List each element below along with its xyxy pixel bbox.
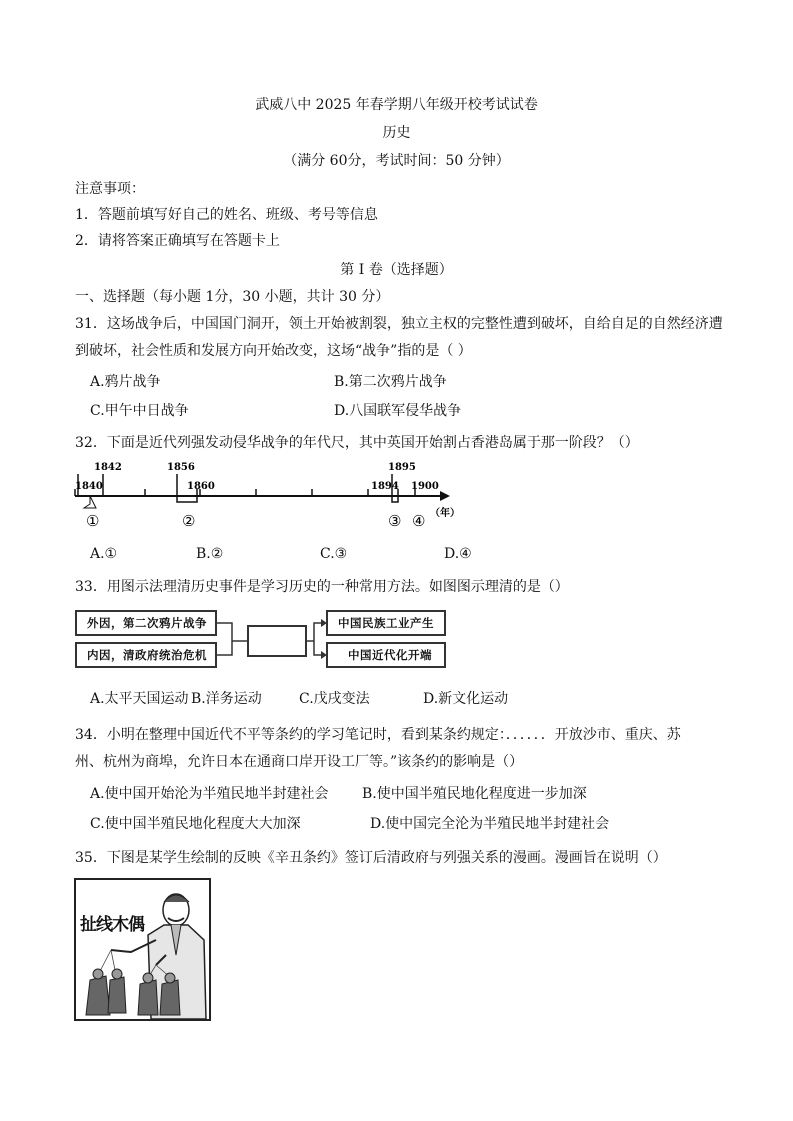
q33-stem: 33．用图示法理清历史事件是学习历史的一种常用方法。如图图示理清的是（）	[75, 579, 569, 595]
q33-option-d[interactable]: D.新文化运动	[423, 691, 509, 707]
marker-1: ①	[86, 512, 100, 530]
q34-stem-line2: 州、杭州为商埠，允许日本在通商口岸开设工厂等。”该条约的影响是（）	[75, 754, 524, 770]
q34-option-b[interactable]: B.使中国半殖民地化程度进一步加深	[362, 786, 587, 802]
q31-option-a[interactable]: A.鸦片战争	[90, 374, 161, 390]
q31-stem-line2: 到破坏，社会性质和发展方向开始改变，这场“战争”指的是（ ）	[75, 343, 472, 359]
timeline-arrow	[440, 491, 450, 501]
q31-stem-line1: 31．这场战争后，中国国门洞开，领土开始被割裂，独立主权的完整性遭到破坏，自给自足的自然经济遭	[75, 316, 723, 332]
year-1860: 1860	[187, 481, 215, 492]
timeline-ticks	[75, 489, 415, 496]
q34-stem-line1: 34．小明在整理中国近代不平等条约的学习笔记时，看到某条约规定：．．．．．．开放沙市、重庆、苏	[75, 727, 681, 743]
section-heading: 一、选择题（每小题 1分，30 小题，共计 30 分）	[75, 289, 390, 305]
year-1840: 1840	[75, 481, 103, 492]
diagram-result-industry: 中国民族工业产生	[326, 610, 446, 636]
q32-option-b[interactable]: B.②	[196, 546, 224, 562]
year-1894: 1894	[371, 481, 399, 492]
q33-option-b[interactable]: B.洋务运动	[191, 691, 262, 707]
q34-option-c[interactable]: C.使中国半殖民地化程度大大加深	[90, 816, 301, 832]
q34-option-d[interactable]: D.使中国完全沦为半殖民地半封建社会	[370, 816, 610, 832]
score-time-info: （满分 60分，考试时间：50 分钟）	[283, 153, 510, 169]
q33-option-a[interactable]: A.太平天国运动	[90, 691, 189, 707]
diagram-internal-cause: 内因，清政府统治危机	[75, 642, 217, 668]
puppeteer-drawing	[76, 880, 209, 1019]
cartoon-caption: 扯线木偶	[80, 915, 144, 935]
subject-title: 历史	[382, 125, 411, 141]
part1-title: 第 I 卷（选择题）	[340, 262, 453, 278]
q32-option-a[interactable]: A.①	[90, 546, 118, 562]
q31-option-d[interactable]: D.八国联军侵华战争	[334, 403, 462, 419]
q34-option-a[interactable]: A.使中国开始沦为半殖民地半封建社会	[90, 786, 329, 802]
bracket-1-stem	[84, 496, 96, 508]
puppet-cartoon	[74, 878, 211, 1021]
q32-stem: 32．下面是近代列强发动侵华战争的年代尺，其中英国开始割占香港岛属于那一阶段？（）	[75, 435, 639, 451]
marker-2: ②	[182, 512, 196, 530]
year-1900: 1900	[411, 481, 439, 492]
q35-stem: 35．下图是某学生绘制的反映《辛丑条约》签订后清政府与列强关系的漫画。漫画旨在说明（）	[75, 850, 667, 866]
timeline-unit: （年）	[430, 508, 460, 519]
q32-timeline	[70, 456, 470, 538]
marker-3: ③	[388, 512, 402, 530]
marker-4: ④	[412, 512, 426, 530]
diagram-result-modernization: 中国近代化开端	[326, 642, 446, 668]
q31-option-b[interactable]: B.第二次鸦片战争	[334, 374, 447, 390]
year-1895: 1895	[388, 462, 416, 473]
q31-option-c[interactable]: C.甲午中日战争	[90, 403, 189, 419]
diagram-connectors	[217, 615, 329, 665]
notes-heading: 注意事项：	[75, 181, 145, 197]
exam-title: 武威八中 2025 年春学期八年级开校考试试卷	[255, 97, 538, 113]
year-1842: 1842	[94, 462, 122, 473]
q33-option-c[interactable]: C.戊戌变法	[299, 691, 370, 707]
note-item-1: 1．答题前填写好自己的姓名、班级、考号等信息	[75, 207, 378, 223]
note-item-2: 2．请将答案正确填写在答题卡上	[75, 233, 280, 249]
diagram-external-cause: 外因，第二次鸦片战争	[75, 610, 217, 636]
q32-option-c[interactable]: C.③	[320, 546, 348, 562]
q32-option-d[interactable]: D.④	[444, 546, 472, 562]
year-1856: 1856	[167, 462, 195, 473]
